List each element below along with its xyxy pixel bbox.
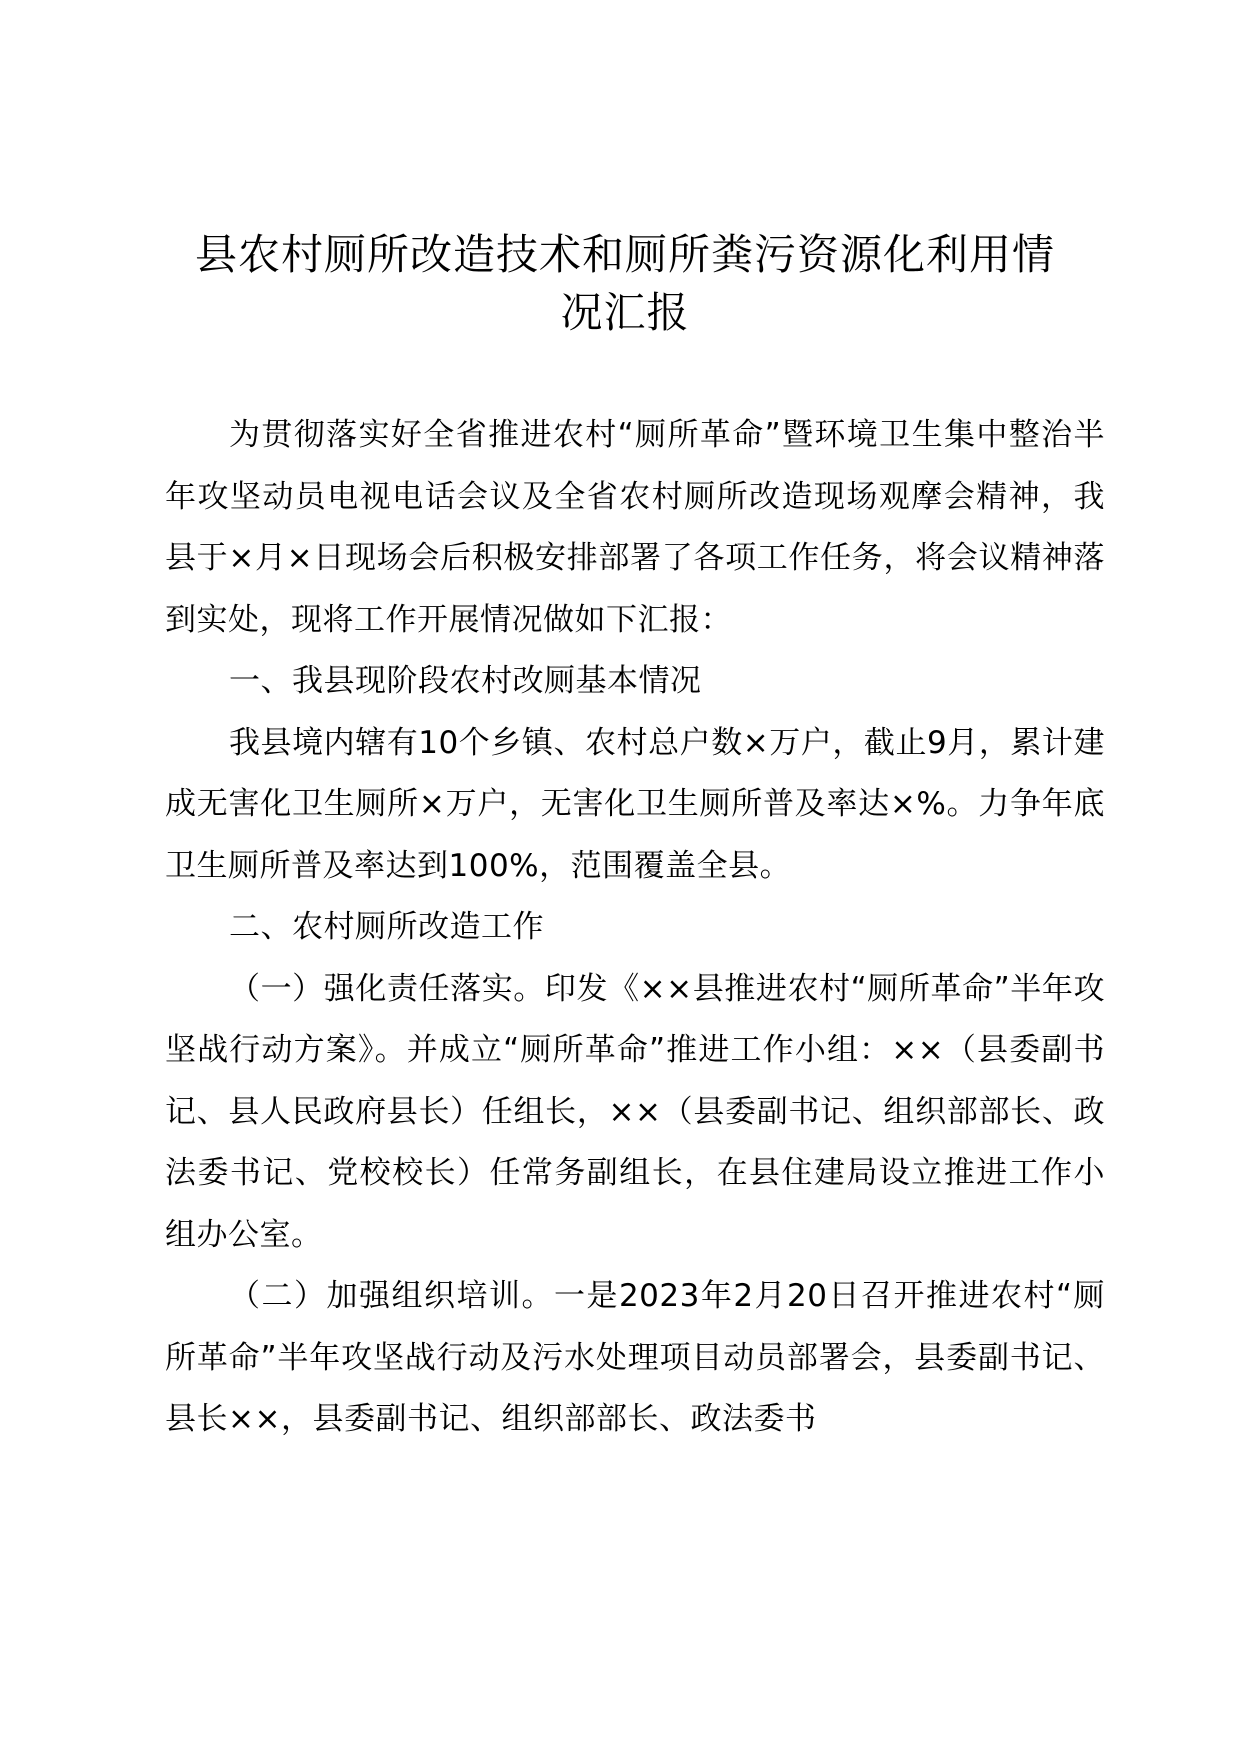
section-heading-2: 二、农村厕所改造工作 (229, 909, 544, 945)
document-title (160, 226, 1090, 342)
title-line-2: 况汇报 (560, 288, 690, 337)
intro-paragraph: 为贯彻落实好全省推进农村“厕所革命”暨环境卫生集中整治半年攻坚动员电视电话会议及全省农村厕所改造现场观摩会精神，我县于×月×日现场会后积极安排部署了各项工作任务，将会议精神落到实处，现将工作开展情况做如下汇报： (165, 417, 1105, 638)
paragraph-responsibility: （一）强化责任落实。印发《××县推进农村“厕所革命”半年攻坚战行动方案》。并成立“厕所革命”推进工作小组：××（县委副书记、县人民政府县长）任组长，××（县委副书记、组织部部长、政法委书记、党校校长）任常务副组长，在县住建局设立推进工作小组办公室。 (165, 970, 1105, 1253)
paragraph-training: （二）加强组织培训。一是2023年2月20日召开推进农村“厕所革命”半年攻坚战行动及污水处理项目动员部署会，县委副书记、县长××，县委副书记、组织部部长、政法委书 (165, 1278, 1105, 1437)
title-line-1: 县农村厕所改造技术和厕所粪污资源化利用情 (194, 230, 1055, 279)
section-heading-1: 一、我县现阶段农村改厕基本情况 (229, 663, 702, 699)
paragraph-basic-situation: 我县境内辖有10个乡镇、农村总户数×万户，截止9月，累计建成无害化卫生厕所×万户，无害化卫生厕所普及率达×%。力争年底卫生厕所普及率达到100%，范围覆盖全县。 (165, 724, 1105, 884)
document-body (165, 405, 1105, 1451)
